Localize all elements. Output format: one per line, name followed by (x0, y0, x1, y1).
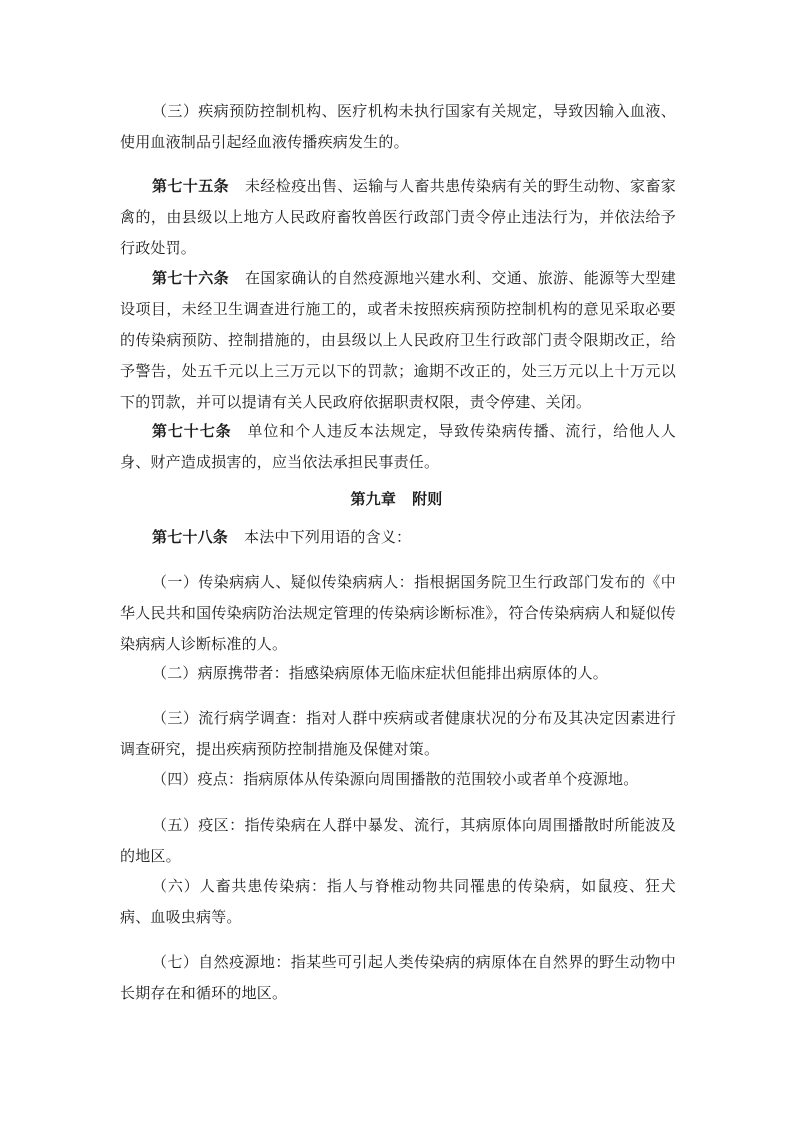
article-label: 第七十八条 (152, 528, 229, 546)
definition-item-2 (120, 658, 676, 689)
article-78 (120, 522, 676, 553)
article-label: 第七十七条 (152, 422, 232, 440)
definition-text: （三）流行病学调查：指对人群中疾病或者健康状况的分布及其决定因素进行调查研究，提出疾病预防控制措施及保健对策。 (120, 709, 676, 758)
article-label: 第七十六条 (152, 269, 229, 287)
definition-item-1 (120, 567, 676, 660)
definition-text: （二）病原携带者：指感染病原体无临床症状但能排出病原体的人。 (152, 664, 609, 682)
definition-text: （五）疫区：指传染病在人群中暴发、流行，其病原体向周围播散时所能波及的地区。 (120, 816, 676, 865)
paragraph-item-3 (120, 96, 676, 158)
definition-item-3 (120, 703, 676, 765)
article-76 (120, 263, 676, 418)
definition-text: （七）自然疫源地：指某些可引起人类传染病的病原体在自然界的野生动物中长期存在和循环的地区。 (120, 953, 676, 1002)
definition-item-7 (120, 947, 676, 1009)
chapter-number: 第九章 (350, 490, 397, 508)
chapter-name: 附则 (412, 490, 443, 508)
article-text: 未经检疫出售、运输与人畜共患传染病有关的野生动物、家畜家禽的，由县级以上地方人民政府畜牧兽医行政部门责令停止违法行为，并依法给予行政处罚。 (120, 177, 676, 257)
article-text: 单位和个人违反本法规定，导致传染病传播、流行，给他人人身、财产造成损害的，应当依法承担民事责任。 (120, 422, 676, 471)
article-77 (120, 416, 676, 478)
definition-item-5 (120, 810, 676, 872)
article-75 (120, 171, 676, 264)
definition-text: （六）人畜共患传染病：指人与脊椎动物共同罹患的传染病，如鼠疫、狂犬病、血吸虫病等。 (120, 877, 676, 926)
definition-item-4 (120, 764, 676, 795)
article-label: 第七十五条 (152, 177, 229, 195)
paragraph-text: （三）疾病预防控制机构、医疗机构未执行国家有关规定，导致因输入血液、使用血液制品引起经血液传播疾病发生的。 (120, 102, 676, 151)
article-text: 在国家确认的自然疫源地兴建水利、交通、旅游、能源等大型建设项目，未经卫生调查进行施工的，或者未按照疾病预防控制机构的意见采取必要的传染病预防、控制措施的，由县级以上人民政府卫生行政部门责令限期改正，给予警告，处五千元以上三万元以下的罚款；逾期不改正的，处三万元以上十万元以下的罚款，并可以提请有关人民政府依据职责权限，责令停建、关闭。 (120, 269, 676, 411)
article-text: 本法中下列用语的含义： (244, 528, 412, 546)
definition-item-6 (120, 871, 676, 933)
definition-text: （一）传染病病人、疑似传染病病人：指根据国务院卫生行政部门发布的《中华人民共和国传染病防治法规定管理的传染病诊断标准》，符合传染病病人和疑似传染病病人诊断标准的人。 (120, 573, 676, 653)
chapter-title (0, 484, 793, 515)
definition-text: （四）疫点：指病原体从传染源向周围播散的范围较小或者单个疫源地。 (152, 770, 639, 788)
